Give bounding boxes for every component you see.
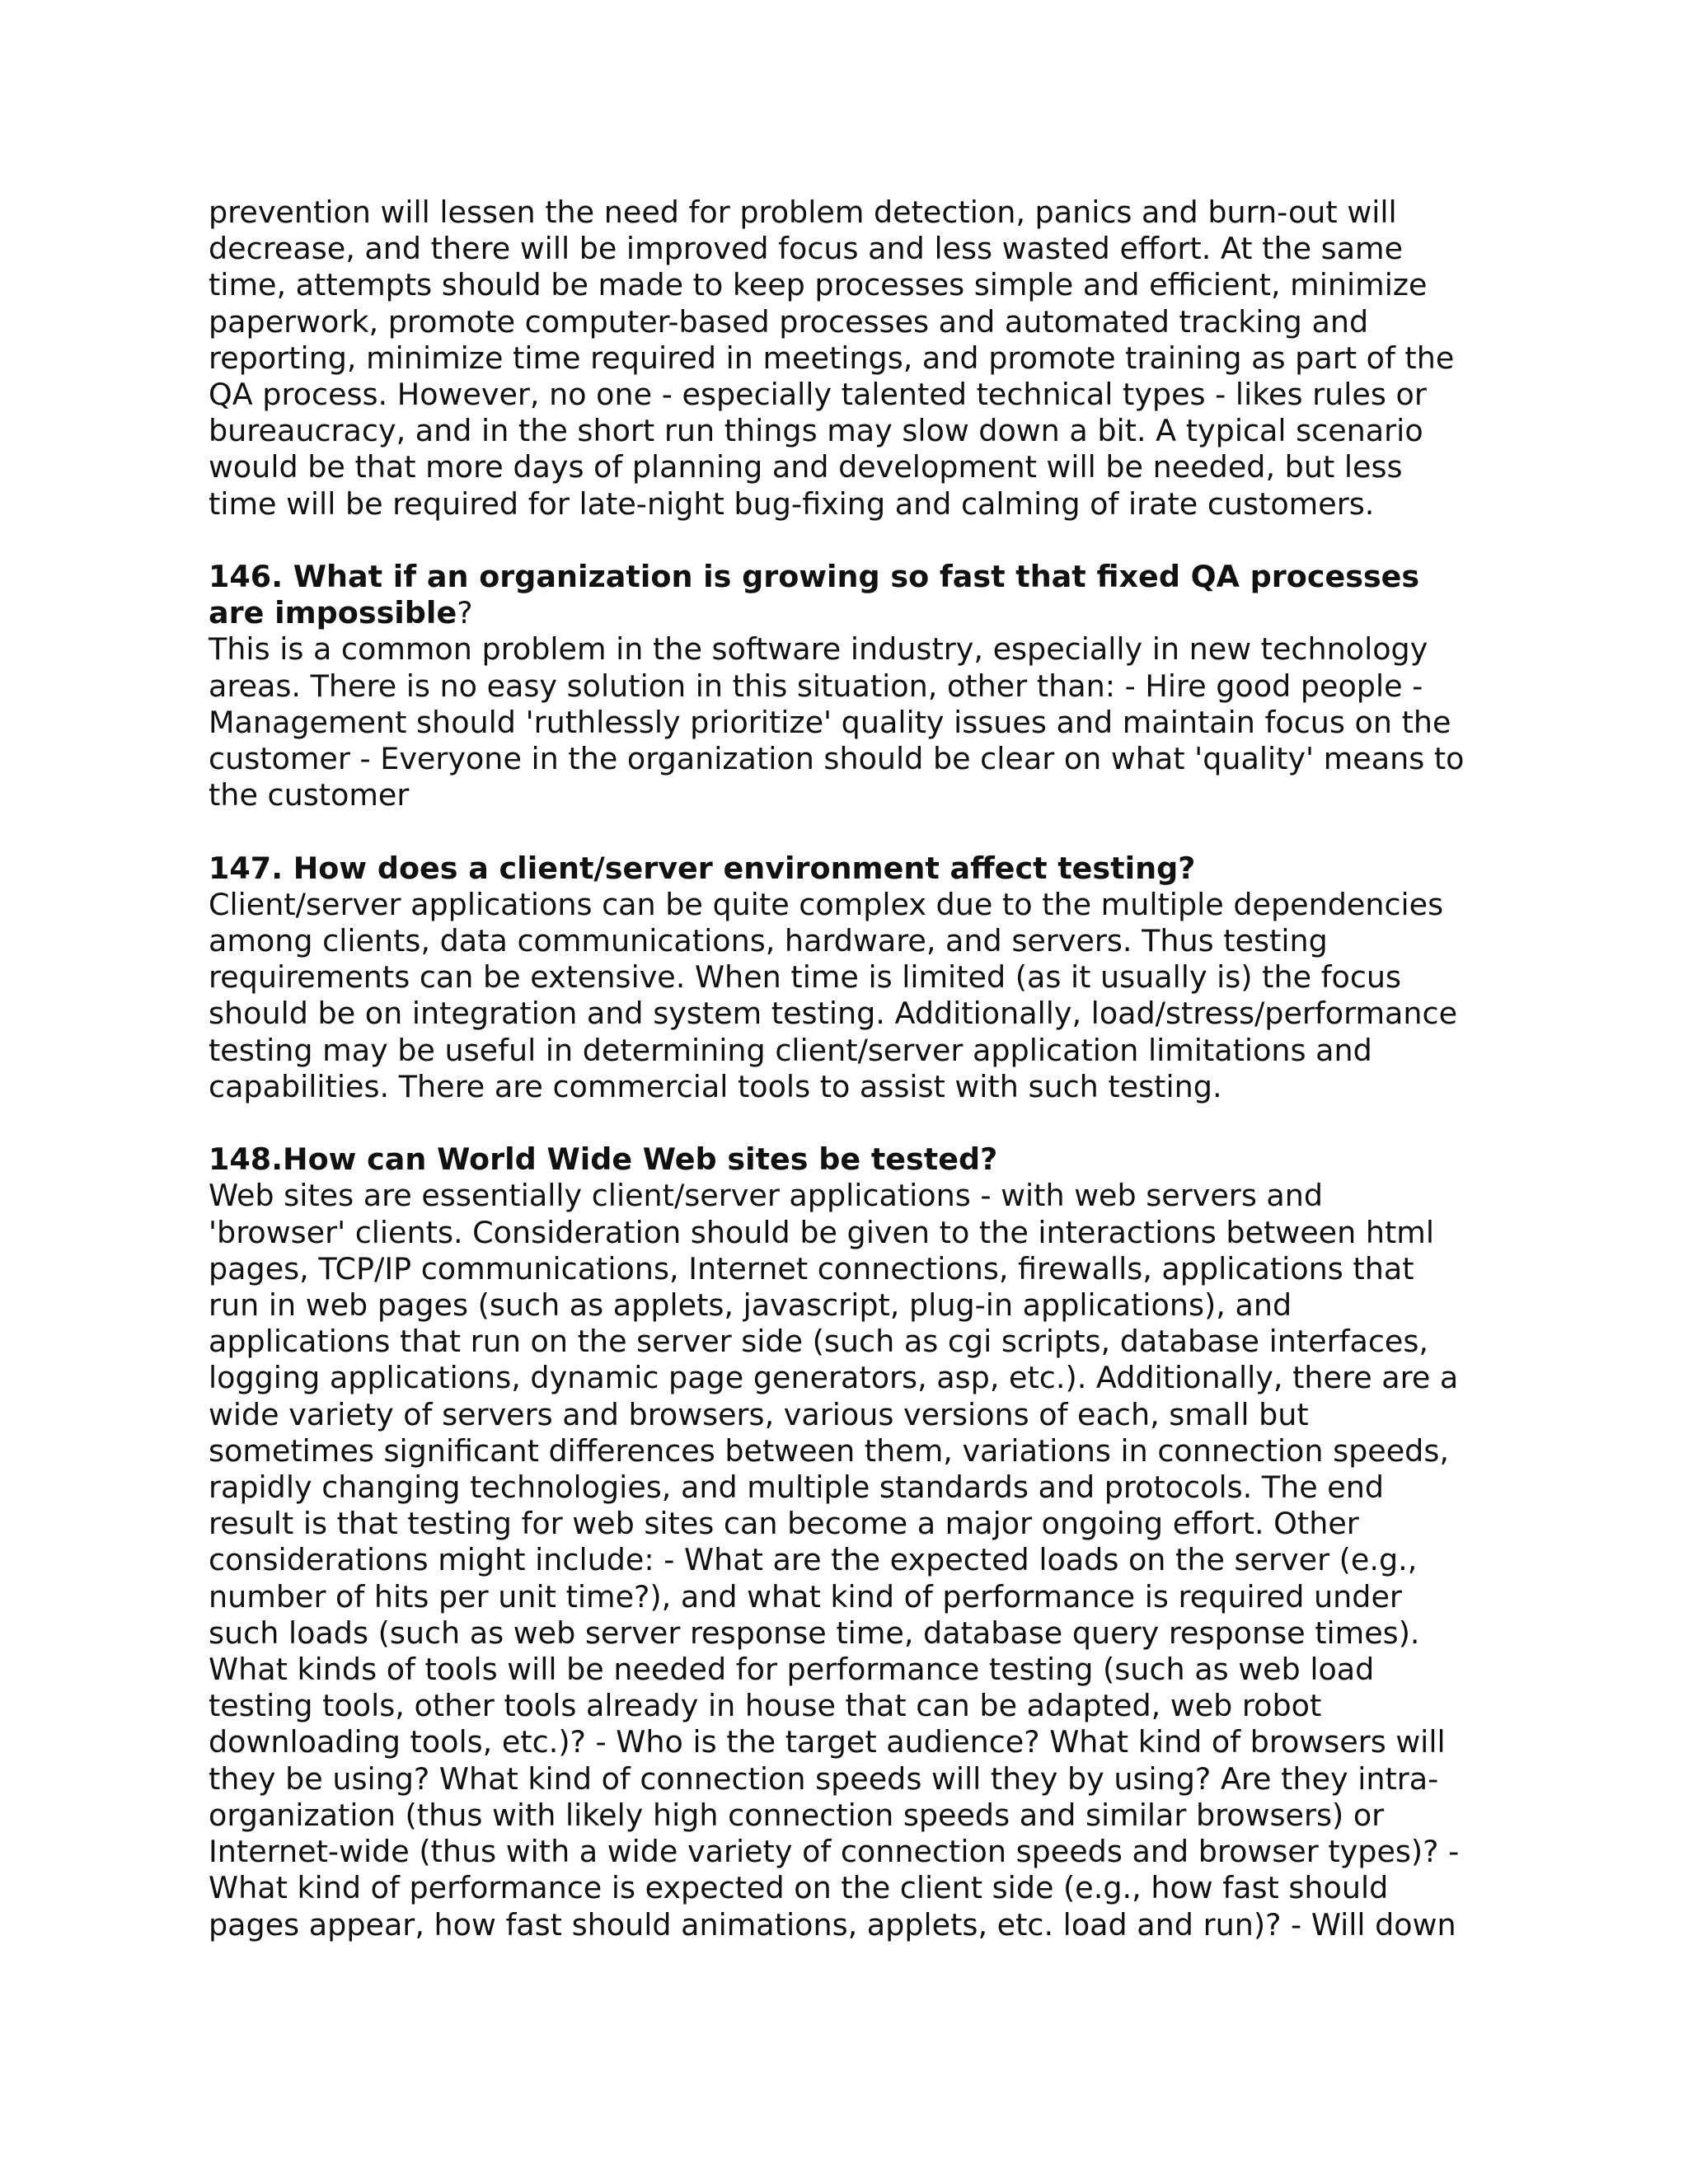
- question-heading-text: are impossible: [209, 595, 457, 631]
- paragraph-line: would be that more days of planning and development will be needed, but less: [209, 449, 1403, 485]
- answer-line: What kinds of tools will be needed for performance testing (such as web load: [209, 1652, 1375, 1688]
- question-146: [209, 559, 1494, 813]
- answer-line: rapidly changing technologies, and multiple standards and protocols. The end: [209, 1469, 1385, 1506]
- answer-line: wide variety of servers and browsers, various versions of each, small but: [209, 1396, 1309, 1432]
- question-heading: 146. What if an organization is growing so fast that fixed QA processes: [209, 559, 1420, 595]
- answer-line: should be on integration and system testing. Additionally, load/stress/performance: [209, 996, 1458, 1032]
- paragraph-line: time will be required for late-night bug-fixing and calming of irate customers.: [209, 485, 1375, 522]
- paragraph-line: paperwork, promote computer-based processes and automated tracking and: [209, 303, 1369, 340]
- answer-line: capabilities. There are commercial tools to assist with such testing.: [209, 1068, 1222, 1104]
- section-spacer: [209, 523, 1494, 559]
- answer-line: What kind of performance is expected on the client side (e.g., how fast should: [209, 1870, 1389, 1906]
- answer-line: run in web pages (such as applets, javascript, plug-in applications), and: [209, 1287, 1292, 1324]
- answer-line: number of hits per unit time?), and what kind of performance is required under: [209, 1578, 1402, 1615]
- paragraph-line: reporting, minimize time required in meetings, and promote training as part of the: [209, 340, 1455, 376]
- paragraph-line: time, attempts should be made to keep processes simple and efficient, minimize: [209, 267, 1428, 303]
- answer-line: Management should 'ruthlessly prioritize' quality issues and maintain focus on the: [209, 704, 1451, 740]
- answer-line: among clients, data communications, hardware, and servers. Thus testing: [209, 923, 1328, 959]
- answer-line: organization (thus with likely high connection speeds and similar browsers) or: [209, 1797, 1385, 1833]
- section-spacer: [209, 813, 1494, 850]
- answer-line: they be using? What kind of connection speeds will they by using? Are they intra-: [209, 1760, 1439, 1797]
- paragraph-line: decrease, and there will be improved focus and less wasted effort. At the same: [209, 231, 1404, 267]
- paragraph-line: bureaucracy, and in the short run things may slow down a bit. A typical scenario: [209, 413, 1423, 449]
- answer-line: Client/server applications can be quite complex due to the multiple dependencies: [209, 886, 1444, 922]
- answer-line: downloading tools, etc.)? - Who is the target audience? What kind of browsers will: [209, 1724, 1446, 1760]
- answer-line: logging applications, dynamic page generators, asp, etc.). Additionally, there are a: [209, 1360, 1459, 1396]
- answer-line: Internet-wide (thus with a wide variety of connection speeds and browser types)? -: [209, 1834, 1460, 1870]
- intro-paragraph: [209, 194, 1494, 523]
- paragraph-line: QA process. However, no one - especially talented technical types - likes rules or: [209, 377, 1427, 413]
- answer-line: testing tools, other tools already in house that can be adapted, web robot: [209, 1688, 1322, 1724]
- answer-line: requirements can be extensive. When time is limited (as it usually is) the focus: [209, 959, 1402, 996]
- question-heading: 148.How can World Wide Web sites be tested?: [209, 1141, 998, 1178]
- question-heading-continued: [209, 595, 1494, 631]
- answer-line: Web sites are essentially client/server applications - with web servers and: [209, 1178, 1324, 1214]
- answer-line: pages appear, how fast should animations, applets, etc. load and run)? - Will down: [209, 1906, 1456, 1943]
- answer-line: 'browser' clients. Consideration should be given to the interactions between html: [209, 1214, 1435, 1250]
- answer-line: testing may be useful in determining client/server application limitations and: [209, 1032, 1372, 1068]
- question-148: [209, 1141, 1494, 1943]
- question-heading: 147. How does a client/server environment affect testing?: [209, 850, 1196, 886]
- answer-line: such loads (such as web server response time, database query response times).: [209, 1615, 1420, 1651]
- answer-line: customer - Everyone in the organization should be clear on what 'quality' means to: [209, 741, 1465, 777]
- question-mark: ?: [457, 595, 473, 631]
- answer-line: pages, TCP/IP communications, Internet connections, firewalls, applications that: [209, 1250, 1414, 1286]
- answer-line: result is that testing for web sites can become a major ongoing effort. Other: [209, 1506, 1359, 1542]
- answer-line: This is a common problem in the software industry, especially in new technology: [209, 631, 1428, 668]
- answer-line: applications that run on the server side (such as cgi scripts, database interfaces,: [209, 1324, 1428, 1360]
- answer-line: sometimes significant differences between them, variations in connection speeds,: [209, 1432, 1449, 1469]
- answer-line: areas. There is no easy solution in this situation, other than: - Hire good people -: [209, 668, 1423, 704]
- section-spacer: [209, 1105, 1494, 1141]
- answer-line: the customer: [209, 777, 410, 813]
- document-page: [209, 194, 1494, 1943]
- paragraph-line: prevention will lessen the need for problem detection, panics and burn-out will: [209, 194, 1397, 230]
- question-147: [209, 851, 1494, 1105]
- answer-line: considerations might include: - What are the expected loads on the server (e.g.,: [209, 1542, 1418, 1578]
